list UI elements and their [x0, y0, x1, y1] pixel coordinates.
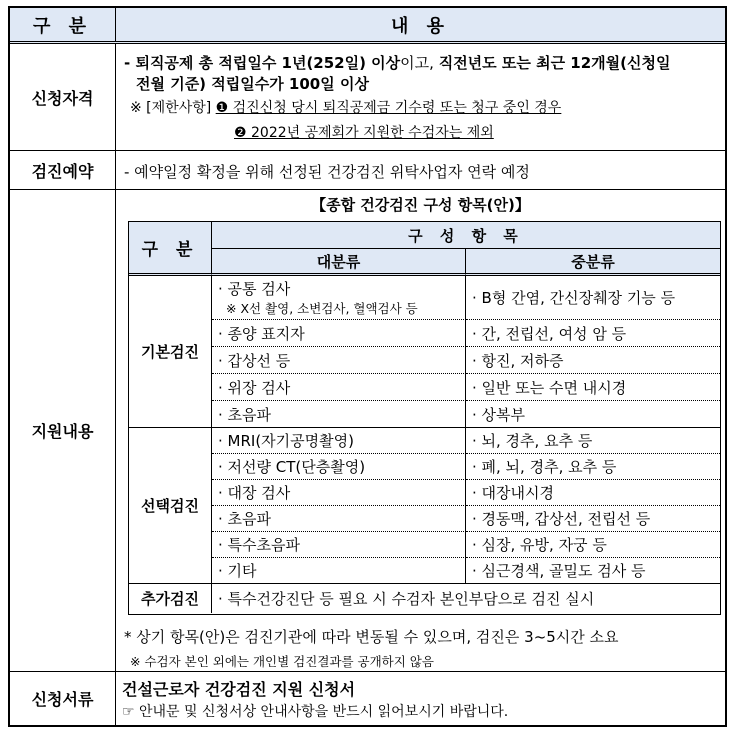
exam-row-minor: · 항진, 저하증	[466, 347, 720, 374]
eligibility-line-1	[124, 52, 670, 73]
eligibility-content	[116, 44, 725, 150]
table-header-row	[10, 8, 725, 44]
exam-row-major: · MRI(자기공명촬영)	[212, 428, 466, 454]
info-table	[8, 6, 727, 727]
eligibility-criterion-a: - 퇴직공제 총 적립일수 1년(252일) 이상	[124, 54, 401, 72]
restriction-line-1	[130, 97, 561, 117]
exam-row-minor: · 경동맥, 갑상선, 전립선 등	[466, 506, 720, 532]
documents-form-name: 건설근로자 건강검진 지원 신청서	[122, 680, 356, 699]
exam-header-major: 대분류	[212, 249, 466, 276]
reservation-row	[10, 151, 725, 190]
additional-exam-text: · 특수건강진단 등 필요 시 수검자 본인부담으로 검진 실시	[218, 590, 595, 608]
exam-row-major: · 위장 검사	[212, 374, 466, 401]
exam-row-major: · 특수초음파	[212, 532, 466, 558]
eligibility-line-2: 전월 기준) 적립일수가 100일 이상	[136, 75, 369, 93]
exam-header-minor: 중분류	[466, 249, 720, 276]
exam-items-table	[128, 221, 721, 615]
exam-row-minor: · 간, 전립선, 여성 암 등	[466, 320, 720, 347]
eligibility-criterion-b: 직전년도 또는 최근 12개월(신청일	[438, 54, 671, 72]
documents-row	[10, 672, 725, 725]
exam-header-items: 구 성 항 목	[212, 222, 720, 249]
exam-row-minor: · 대장내시경	[466, 480, 720, 506]
reservation-text: - 예약일정 확정을 위해 선정된 건강검진 위탁사업자 연락 예정	[124, 163, 530, 181]
restriction-prefix: ※ [제한사항]	[130, 100, 212, 116]
restriction-item-2: ❷ 2022년 공제회가 지원한 수검자는 제외	[234, 125, 494, 141]
exam-row-major: · 기타	[212, 558, 466, 584]
eligibility-connector: 이고,	[400, 54, 439, 72]
exam-row-minor: · 심장, 유방, 자궁 등	[466, 532, 720, 558]
exam-row-minor: · 심근경색, 골밀도 검사 등	[466, 558, 720, 584]
restriction-item-1: ❶ 검진신청 당시 퇴직공제금 기수령 또는 청구 중인 경우	[215, 100, 562, 116]
documents-instruction: ☞ 안내문 및 신청서상 안내사항을 반드시 읽어보시기 바랍니다.	[122, 704, 509, 720]
support-note-1: * 상기 항목(안)은 검진기관에 따라 변동될 수 있으며, 검진은 3~5시간 소요	[124, 628, 619, 646]
reservation-content	[116, 151, 725, 189]
exam-row-major: · 종양 표지자	[212, 320, 466, 347]
support-note-2: ※ 수검자 본인 외에는 개인별 검진결과를 공개하지 않음	[130, 654, 434, 669]
exam-row-major: · 갑상선 등	[212, 347, 466, 374]
header-category: 구 분	[10, 8, 116, 41]
eligibility-label: 신청자격	[10, 44, 116, 150]
exam-row-major	[212, 276, 466, 320]
exam-major-text: · 공통 검사	[218, 280, 291, 298]
exam-row-major: · 대장 검사	[212, 480, 466, 506]
group-additional-label: 추가검진	[129, 584, 212, 613]
exam-row-major: · 저선량 CT(단층촬영)	[212, 454, 466, 480]
exam-major-note: ※ X선 촬영, 소변검사, 혈액검사 등	[226, 301, 418, 316]
group-basic-label: 기본검진	[129, 276, 212, 428]
support-label: 지원내용	[10, 190, 116, 671]
support-table-title: 【종합 건강검진 구성 항목(안)】	[311, 196, 530, 214]
exam-row-major: · 초음파	[212, 401, 466, 428]
exam-row-minor: · B형 간염, 간신장췌장 기능 등	[466, 276, 720, 320]
documents-content	[116, 672, 725, 725]
exam-row-minor: · 폐, 뇌, 경추, 요추 등	[466, 454, 720, 480]
exam-header-category: 구 분	[129, 222, 212, 276]
exam-row-minor: · 상복부	[466, 401, 720, 428]
exam-row-major: · 초음파	[212, 506, 466, 532]
exam-row-minor: · 뇌, 경추, 요추 등	[466, 428, 720, 454]
exam-row-minor: · 일반 또는 수면 내시경	[466, 374, 720, 401]
header-content: 내 용	[390, 15, 451, 37]
eligibility-row	[10, 44, 725, 151]
reservation-label: 검진예약	[10, 151, 116, 189]
documents-label: 신청서류	[10, 672, 116, 725]
group-optional-label: 선택검진	[129, 428, 212, 584]
